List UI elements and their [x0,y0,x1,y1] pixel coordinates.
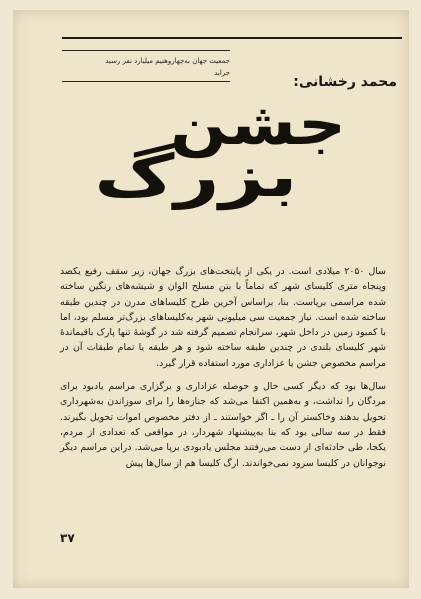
author-name: محمد رخشانی: [293,74,397,90]
paragraph-2: سال‌ها بود که دیگر کسی حال و حوصله عزاداری و برگزاری مراسم یادبود برای مردگان را نداشت، و به‌همین اکتفا می‌شد که جنازه‌ها را برای سوزاندن به‌شهرداری تحویل بدهند وخاکستر آن را ـ اگر خواستند ـ از دفتر مخصوص اموات تحویل بگیرند. فقط در سه سالی بود که بنا به‌پیشنهاد شهردار، در مواقعی که تعدادی از مردم، یکجا، طی حادثه‌ای از دست می‌رفتند مجلس یادبودی برپا می‌شد. دراین مراسم دیگر نوجوانان در کلیسا سرود نمی‌خواندند. ارگ کلیسا هم از سال‌ها پیش [60,381,386,469]
title-line-1: جشن [170,90,346,158]
epigraph-line: جمعیت جهان به‌چهاروهنیم میلیارد نفر رسید [105,57,230,65]
article-body [60,264,386,479]
page-number: ۳۷ [60,531,75,545]
top-rule [62,37,402,39]
epigraph-source: جراید [214,69,230,77]
title-line-2: بزرگ [94,142,298,210]
paragraph-1: سال ۲۰۵۰ میلادی است. در یکی از پایتخت‌های بزرگ جهان، زیر سقف رفیع یکصد وپنجاه متری کلیسای شهر که تماماً با بتن مسلح الوان و شیشه‌های رنگین ساخته شده مراسمی برپاست. بنا، براساس آخرین طرح کلیساهای مدرن در چندین طبقه ساخته شده است. نیاز جمعیت سی میلیونی شهر به‌کلیساهای بزرگ‌تر مسلم بود، اما با کمبود زمین در داخل شهر، سرانجام تصمیم گرفته شد در گوشهٔ تنها پارک باقیماندهٔ شهر کلیسای بلندی در چندین طبقه ساخته شود و هر طبقه یا تمام طبقات آن در مراسم مخصوص جشن یا عزاداری مورد استفاده قرار گیرد. [60,266,386,369]
story-title [70,90,370,220]
